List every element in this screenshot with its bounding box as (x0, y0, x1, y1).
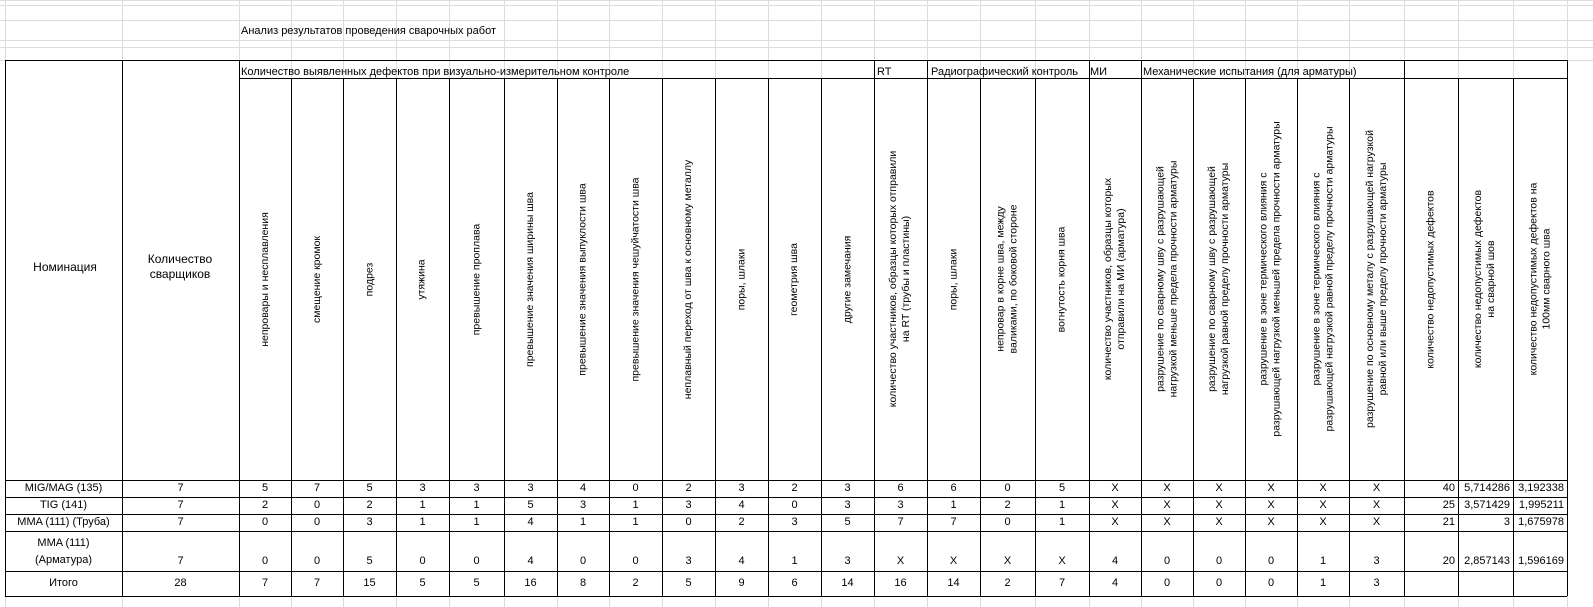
table-cell[interactable]: X (1111, 482, 1119, 494)
table-cell[interactable]: 7 (950, 516, 957, 528)
table-cell[interactable]: 1 (1058, 516, 1066, 528)
column-header-label: непровар в корне шва, между валиками, по боковой стороне (994, 204, 1020, 354)
table-cell[interactable]: 20 (1442, 555, 1455, 567)
table-cell[interactable]: 0 (1163, 555, 1171, 567)
table-cell[interactable]: 0 (1163, 577, 1171, 589)
table-cell[interactable]: 0 (419, 555, 426, 567)
table-cell[interactable]: X (1111, 499, 1119, 511)
column-header-14[interactable] (927, 80, 980, 478)
column-header-label: непровары и несплавления (258, 211, 271, 347)
column-header-label: превышение значения чешуйчатости шва (629, 177, 641, 381)
table-cell[interactable]: 0 (1215, 555, 1223, 567)
column-header-label: количество недопустимых дефектов (1424, 189, 1437, 369)
column-header-16[interactable] (1035, 80, 1089, 478)
column-header-11[interactable] (768, 80, 821, 478)
table-cell[interactable]: X (1163, 516, 1171, 528)
column-header-label: поры, шлаки (735, 248, 748, 310)
column-header-label: разрушение в зоне термического влияния с разрушающей нагрузкой равной пределу прочности арматуры (1310, 126, 1336, 432)
table-cell[interactable]: X (1003, 555, 1012, 567)
table-cell[interactable]: 15 (363, 577, 376, 589)
column-header-8[interactable] (609, 80, 662, 478)
row-nomination[interactable]: MIG/MAG (135) (24, 482, 103, 494)
table-cell[interactable]: 5 (419, 577, 426, 589)
row-nomination[interactable]: MMA (111) (Арматура) (35, 537, 92, 566)
table-cell[interactable]: 4 (738, 555, 745, 567)
row-nomination[interactable]: TIG (141) (39, 499, 88, 511)
table-cell[interactable]: 3 (1503, 516, 1510, 528)
table-cell[interactable]: 1 (1058, 499, 1066, 511)
table-cell[interactable]: 2 (261, 499, 269, 511)
table-cell[interactable]: 1,596169 (1518, 555, 1564, 567)
table-cell[interactable]: 8 (579, 577, 587, 589)
table-cell[interactable]: X (1319, 516, 1327, 528)
column-header-17[interactable] (1089, 80, 1141, 478)
table-cell[interactable]: 7 (313, 577, 321, 589)
table-cell[interactable]: 3 (738, 482, 745, 494)
page-title[interactable]: Анализ результатов проведения сварочных работ (241, 25, 496, 37)
column-header-20[interactable] (1245, 80, 1297, 478)
table-cell[interactable]: X (1372, 499, 1381, 511)
column-header-label: количество участников, образцы которых отправили на RT (трубы и пластины) (887, 150, 913, 408)
table-cell[interactable]: 0 (261, 516, 269, 528)
table-cell[interactable]: 3,192338 (1518, 482, 1564, 494)
group-header-mechanical[interactable]: Механические испытания (для арматуры) (1143, 66, 1357, 78)
column-header-2[interactable] (291, 80, 343, 478)
table-cell[interactable]: 1 (473, 499, 480, 511)
table-cell[interactable]: 2 (366, 499, 373, 511)
column-header-15[interactable] (980, 80, 1035, 478)
column-header-22[interactable] (1349, 80, 1404, 478)
table-cell[interactable]: 0 (473, 555, 480, 567)
table-cell[interactable]: 2 (738, 516, 745, 528)
row-welders[interactable]: 7 (177, 516, 184, 528)
row-welders[interactable]: 7 (177, 555, 184, 567)
table-cell[interactable]: X (1372, 482, 1381, 494)
group-header-rt[interactable]: RT (877, 66, 892, 78)
table-cell[interactable]: 2 (685, 482, 692, 494)
column-header-5[interactable] (449, 80, 504, 478)
column-header-label: вогнутость корня шва (1055, 226, 1068, 332)
table-cell[interactable]: 0 (685, 516, 692, 528)
table-cell[interactable]: 6 (897, 482, 904, 494)
column-header-9[interactable] (662, 80, 715, 478)
table-cell[interactable]: 4 (1111, 577, 1119, 589)
row-welders[interactable]: 7 (177, 482, 184, 494)
table-cell[interactable]: 1 (950, 499, 957, 511)
column-header-6[interactable] (504, 80, 557, 478)
table-cell[interactable]: X (896, 555, 905, 567)
table-cell[interactable]: 3 (685, 555, 692, 567)
column-header-label: количество участников, образцы которых отправили на МИ (арматура) (1102, 177, 1127, 381)
table-cell[interactable]: X (1267, 516, 1275, 528)
table-cell[interactable]: 3 (527, 482, 534, 494)
table-cell[interactable]: 3 (473, 482, 480, 494)
column-header-13[interactable] (874, 80, 927, 478)
table-cell[interactable]: 3 (579, 499, 587, 511)
table-cell[interactable]: 5 (261, 482, 269, 494)
table-cell[interactable]: 16 (894, 577, 907, 589)
table-cell[interactable]: X (1058, 555, 1066, 567)
column-header-19[interactable] (1193, 80, 1245, 478)
column-header-24[interactable] (1458, 80, 1513, 478)
table-cell[interactable]: 0 (1004, 482, 1011, 494)
group-header-mi[interactable]: МИ (1090, 66, 1108, 78)
table-cell[interactable]: 5 (366, 482, 373, 494)
table-cell[interactable]: 0 (632, 482, 639, 494)
table-cell[interactable]: 2,857143 (1464, 555, 1510, 567)
column-header-label: разрушение по основному металу с разрушающей нагрузкой равной или выше пределу прочности арматуры (1363, 130, 1389, 428)
table-cell[interactable]: 7 (261, 577, 269, 589)
table-cell[interactable]: 0 (1267, 577, 1275, 589)
table-cell[interactable]: X (1319, 499, 1327, 511)
table-cell[interactable]: X (1267, 482, 1275, 494)
table-cell[interactable]: X (1163, 482, 1171, 494)
column-header-label: количество недопустимых дефектов на сварной шов (1472, 189, 1498, 369)
table-cell[interactable]: 3 (419, 482, 426, 494)
table-cell[interactable]: 4 (579, 482, 587, 494)
table-cell[interactable]: 4 (738, 499, 745, 511)
table-cell[interactable]: 0 (632, 555, 639, 567)
column-header-label: поры, шлаки (947, 248, 960, 310)
column-header-21[interactable] (1297, 80, 1349, 478)
table-cell[interactable]: 40 (1442, 482, 1455, 494)
table-cell[interactable]: 25 (1442, 499, 1455, 511)
table-cell[interactable]: 2 (1004, 577, 1011, 589)
table-cell[interactable]: 3 (897, 499, 904, 511)
table-cell[interactable]: 5 (1058, 482, 1066, 494)
table-cell[interactable]: 21 (1442, 516, 1455, 528)
group-header-radiographic[interactable]: Радиографический контроль (931, 66, 1079, 78)
table-cell[interactable]: 3 (1373, 555, 1380, 567)
column-header-label: неплавный переход от шва к основному металлу (682, 159, 694, 399)
table-cell[interactable]: 0 (313, 499, 321, 511)
header-welders[interactable]: Количество сварщиков (147, 252, 213, 281)
table-cell[interactable]: 0 (261, 555, 269, 567)
table-cell[interactable]: 16 (524, 577, 537, 589)
table-cell[interactable]: X (1111, 516, 1119, 528)
column-header-25[interactable] (1513, 80, 1567, 478)
table-cell[interactable]: 6 (791, 577, 798, 589)
table-cell[interactable]: 5 (527, 499, 534, 511)
column-header-7[interactable] (557, 80, 609, 478)
table-cell[interactable]: 3 (791, 516, 798, 528)
table-cell[interactable]: 1 (791, 555, 798, 567)
row-welders[interactable]: 7 (177, 499, 184, 511)
table-cell[interactable]: 1 (1319, 577, 1327, 589)
column-header-1[interactable] (239, 80, 291, 478)
column-header-label: разрушение по сварному шву с разрушающей нагрузкой меньше предела прочности арматуры (1154, 160, 1179, 398)
column-header-23[interactable] (1404, 80, 1458, 478)
table-cell[interactable]: X (1267, 499, 1275, 511)
table-cell[interactable]: 1 (632, 516, 639, 528)
table-cell[interactable]: 5 (844, 516, 851, 528)
column-header-12[interactable] (821, 80, 874, 478)
table-cell[interactable]: 5,714286 (1464, 482, 1510, 494)
table-cell[interactable]: X (1319, 482, 1327, 494)
table-cell[interactable]: X (1215, 482, 1223, 494)
table-cell[interactable]: 1 (632, 499, 639, 511)
table-cell[interactable]: 1 (419, 516, 426, 528)
column-header-10[interactable] (715, 80, 768, 478)
column-header-label: превышение значения ширины шва (524, 191, 537, 367)
column-header-label: утяжина (416, 258, 428, 300)
row-nomination[interactable]: Итого (49, 577, 78, 589)
column-header-label: превышение проплава (470, 223, 482, 335)
table-cell[interactable]: 14 (947, 577, 960, 589)
table-cell[interactable]: 2 (632, 577, 639, 589)
table-cell[interactable]: 1,995211 (1518, 499, 1564, 511)
table-cell[interactable]: 0 (791, 499, 798, 511)
table-cell[interactable]: 3 (844, 482, 851, 494)
table-cell[interactable]: 0 (313, 516, 321, 528)
column-header-label: подрез (363, 262, 375, 296)
column-header-3[interactable] (343, 80, 396, 478)
table-cell[interactable]: 2 (791, 482, 798, 494)
table-cell[interactable]: 7 (313, 482, 321, 494)
table-cell[interactable]: 5 (685, 577, 692, 589)
table-cell[interactable]: 0 (579, 555, 587, 567)
table-cell[interactable]: 3 (1373, 577, 1380, 589)
table-cell[interactable]: 5 (366, 555, 373, 567)
column-header-18[interactable] (1141, 80, 1193, 478)
table-cell[interactable]: 0 (1215, 577, 1223, 589)
table-cell[interactable]: 1 (473, 516, 480, 528)
table-cell[interactable]: 3 (685, 499, 692, 511)
table-cell[interactable]: X (1215, 499, 1223, 511)
table-cell[interactable]: 0 (1004, 516, 1011, 528)
table-cell[interactable]: 7 (1058, 577, 1066, 589)
table-cell[interactable]: 14 (841, 577, 854, 589)
column-header-label: превышение значения выпуклости шва (576, 182, 589, 376)
table-cell[interactable]: X (1372, 516, 1381, 528)
header-nomination[interactable]: Номинация (33, 260, 97, 274)
table-cell[interactable]: 6 (950, 482, 957, 494)
column-header-label: разрушение в зоне термического влияния с разрушающей нагрузкой меньшей предела прочности арматуры (1258, 121, 1284, 437)
table-cell[interactable]: 0 (1267, 555, 1275, 567)
table-cell[interactable]: 3,571429 (1464, 499, 1510, 511)
table-cell[interactable]: 3 (844, 555, 851, 567)
column-header-label: геометрия шва (788, 242, 800, 316)
column-header-label: количество недопустимых дефектов на 100мм сварного шва (1527, 182, 1552, 376)
table-cell[interactable]: X (1163, 499, 1171, 511)
table-cell[interactable]: X (1215, 516, 1223, 528)
table-cell[interactable]: X (949, 555, 958, 567)
table-cell[interactable]: 4 (527, 555, 534, 567)
column-header-label: другие замечания (841, 235, 854, 323)
table-cell[interactable]: 9 (738, 577, 745, 589)
group-header-visual[interactable]: Количество выявленных дефектов при визуально-измерительном контроле (241, 66, 630, 78)
table-cell[interactable]: 1 (579, 516, 587, 528)
row-nomination[interactable]: MMA (111) (Труба) (17, 516, 110, 528)
table-cell[interactable]: 1 (419, 499, 426, 511)
row-welders[interactable]: 28 (174, 577, 187, 589)
column-header-label: разрушение по сварному шву с разрушающей нагрузкой равной пределу прочности арматуры (1206, 162, 1232, 396)
table-cell[interactable]: 1,675978 (1518, 516, 1564, 528)
table-cell[interactable]: 2 (1004, 499, 1011, 511)
table-cell[interactable]: 3 (844, 499, 851, 511)
table-cell[interactable]: 5 (473, 577, 480, 589)
column-header-label: смещение кромок (310, 235, 323, 323)
table-cell[interactable]: 4 (527, 516, 534, 528)
table-cell[interactable]: 7 (897, 516, 904, 528)
column-header-4[interactable] (396, 80, 449, 478)
table-cell[interactable]: 3 (366, 516, 373, 528)
table-cell[interactable]: 0 (313, 555, 321, 567)
table-cell[interactable]: 1 (1319, 555, 1327, 567)
table-cell[interactable]: 4 (1111, 555, 1119, 567)
